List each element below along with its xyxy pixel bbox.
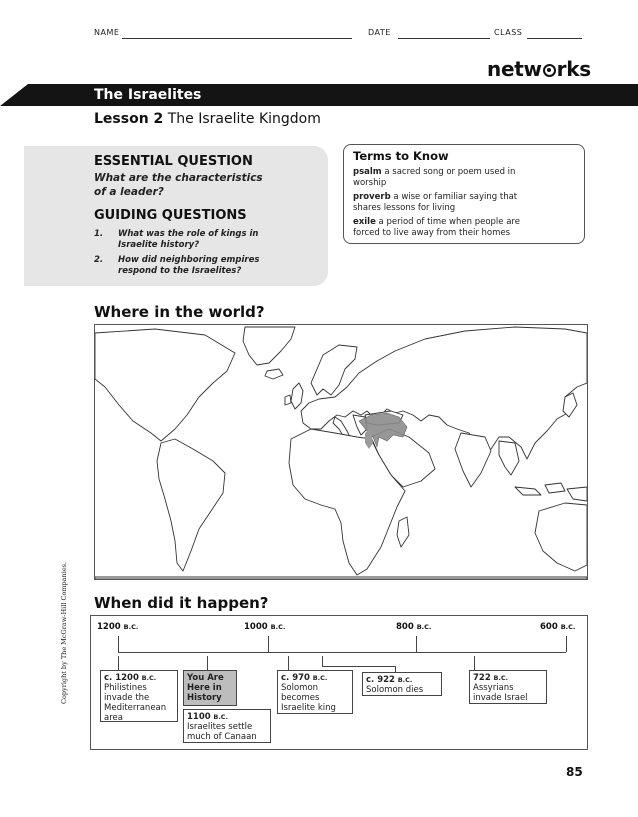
event-text: Israelites settle (187, 722, 253, 732)
essential-question-line-1: What are the characteristics (94, 172, 263, 184)
essential-question-heading: ESSENTIAL QUESTION (94, 154, 253, 169)
event-text: You Are (187, 673, 224, 683)
year-number: 1000 (244, 622, 268, 632)
name-label: NAME (94, 28, 120, 37)
guiding-question-line: Israelite history? (118, 240, 200, 250)
event-philistines (100, 670, 178, 722)
event-era: B.C. (141, 674, 157, 682)
event-text: becomes (281, 693, 320, 703)
landmass-ireland (285, 395, 291, 405)
landmass-new-guinea (567, 487, 587, 501)
class-label: CLASS (494, 28, 523, 37)
landmass-indonesia-1 (515, 487, 541, 495)
date-label: DATE (368, 28, 391, 37)
event-text: Philistines (104, 683, 147, 693)
timeline-year-600 (540, 622, 575, 632)
term-definition: a sacred song or poem used in (384, 167, 516, 177)
where-heading: Where in the world? (94, 303, 265, 321)
event-connector (288, 656, 289, 670)
landmass-indonesia-2 (545, 483, 565, 493)
guiding-question-2 (94, 255, 294, 277)
logo-o-icon (543, 64, 556, 77)
term-definition: forced to live away from their homes (353, 228, 511, 238)
landmass-southeast-asia (499, 441, 519, 475)
term-definition: shares lessons for living (353, 203, 456, 213)
event-text: invade Israel (473, 693, 528, 703)
class-blank[interactable] (527, 38, 582, 39)
event-connector (118, 656, 119, 670)
page-title: The Israelites (94, 87, 202, 103)
guiding-question-num: 1. (94, 229, 104, 239)
timeline-year-1000 (244, 622, 285, 632)
landmass-madagascar (397, 517, 409, 547)
timeline-tick (566, 636, 567, 652)
guiding-question-1 (94, 229, 294, 251)
title-bar (0, 84, 638, 106)
guiding-question-line: What was the role of kings in (118, 229, 259, 239)
event-text: area (104, 713, 123, 723)
event-text: Solomon dies (366, 685, 424, 695)
timeline-tick (268, 636, 269, 652)
landmass-greenland (243, 327, 295, 365)
year-number: 800 (396, 622, 414, 632)
essential-question-line-2: of a leader? (94, 186, 164, 198)
event-connector (207, 656, 208, 670)
world-map (94, 324, 588, 580)
year-era: B.C. (123, 623, 139, 631)
term-definition: worship (353, 178, 387, 188)
event-text: much of Canaan (187, 732, 257, 742)
event-date: 722 (473, 673, 491, 683)
event-date: 1100 (187, 712, 211, 722)
landmass-antarctica (95, 577, 587, 579)
event-text: Here in (187, 683, 222, 693)
landmass-japan (563, 393, 577, 417)
landmass-britain (291, 383, 303, 409)
year-number: 600 (540, 622, 558, 632)
term-exile (353, 217, 578, 239)
event-assyrians (469, 670, 547, 704)
page-number: 85 (566, 765, 583, 779)
side-copyright: Copyright by The McGraw-Hill Companies. (60, 561, 68, 704)
event-text: Solomon (281, 683, 319, 693)
year-number: 1200 (97, 622, 121, 632)
timeline-axis (118, 652, 566, 653)
event-israelites-settle (183, 709, 271, 743)
terms-heading: Terms to Know (353, 149, 449, 163)
lesson-number: Lesson 2 (94, 111, 164, 127)
event-date: c. 922 (366, 675, 395, 685)
landmass-india (455, 433, 491, 487)
event-era: B.C. (213, 713, 229, 721)
logo-text-right: rks (556, 57, 591, 81)
when-heading: When did it happen? (94, 594, 269, 612)
event-text: Mediterranean (104, 703, 167, 713)
event-connector (322, 666, 395, 667)
event-connector (322, 656, 323, 666)
event-era: B.C. (493, 674, 509, 682)
term-proverb (353, 192, 578, 214)
term-word: psalm (353, 167, 382, 177)
lesson-name: The Israelite Kingdom (167, 111, 321, 127)
guiding-question-num: 2. (94, 255, 104, 265)
world-map-svg (95, 325, 587, 579)
term-definition: a period of time when people are (378, 217, 520, 227)
year-era: B.C. (270, 623, 286, 631)
landmass-south-america (157, 439, 225, 571)
event-text: Israelite king (281, 703, 336, 713)
logo-text-left: netw (487, 57, 542, 81)
timeline-year-800 (396, 622, 431, 632)
year-era: B.C. (416, 623, 432, 631)
guiding-question-line: How did neighboring empires (118, 255, 260, 265)
landmass-australia (535, 503, 587, 571)
term-psalm (353, 167, 578, 189)
timeline-tick (416, 636, 417, 652)
term-definition: a wise or familiar saying that (393, 192, 518, 202)
event-date: c. 970 (281, 673, 310, 683)
lesson-heading (94, 111, 321, 127)
event-era: B.C. (397, 676, 413, 684)
name-blank[interactable] (122, 38, 352, 39)
timeline-tick (118, 636, 119, 652)
event-date: c. 1200 (104, 673, 139, 683)
event-solomon-dies (362, 672, 442, 696)
event-solomon-king (277, 670, 353, 714)
date-blank[interactable] (398, 38, 490, 39)
term-word: exile (353, 217, 376, 227)
year-era: B.C. (560, 623, 576, 631)
guiding-questions-heading: GUIDING QUESTIONS (94, 208, 247, 223)
event-text: History (187, 693, 222, 703)
event-era: B.C. (312, 674, 328, 682)
event-you-are-here (183, 670, 237, 706)
timeline-year-1200 (97, 622, 138, 632)
event-text: invade the (104, 693, 150, 703)
guiding-question-line: respond to the Israelites? (118, 266, 242, 276)
event-connector (474, 656, 475, 670)
term-word: proverb (353, 192, 391, 202)
landmass-north-america (95, 329, 235, 441)
event-text: Assyrians (473, 683, 514, 693)
networks-logo (487, 57, 591, 81)
landmass-iceland (265, 369, 283, 379)
